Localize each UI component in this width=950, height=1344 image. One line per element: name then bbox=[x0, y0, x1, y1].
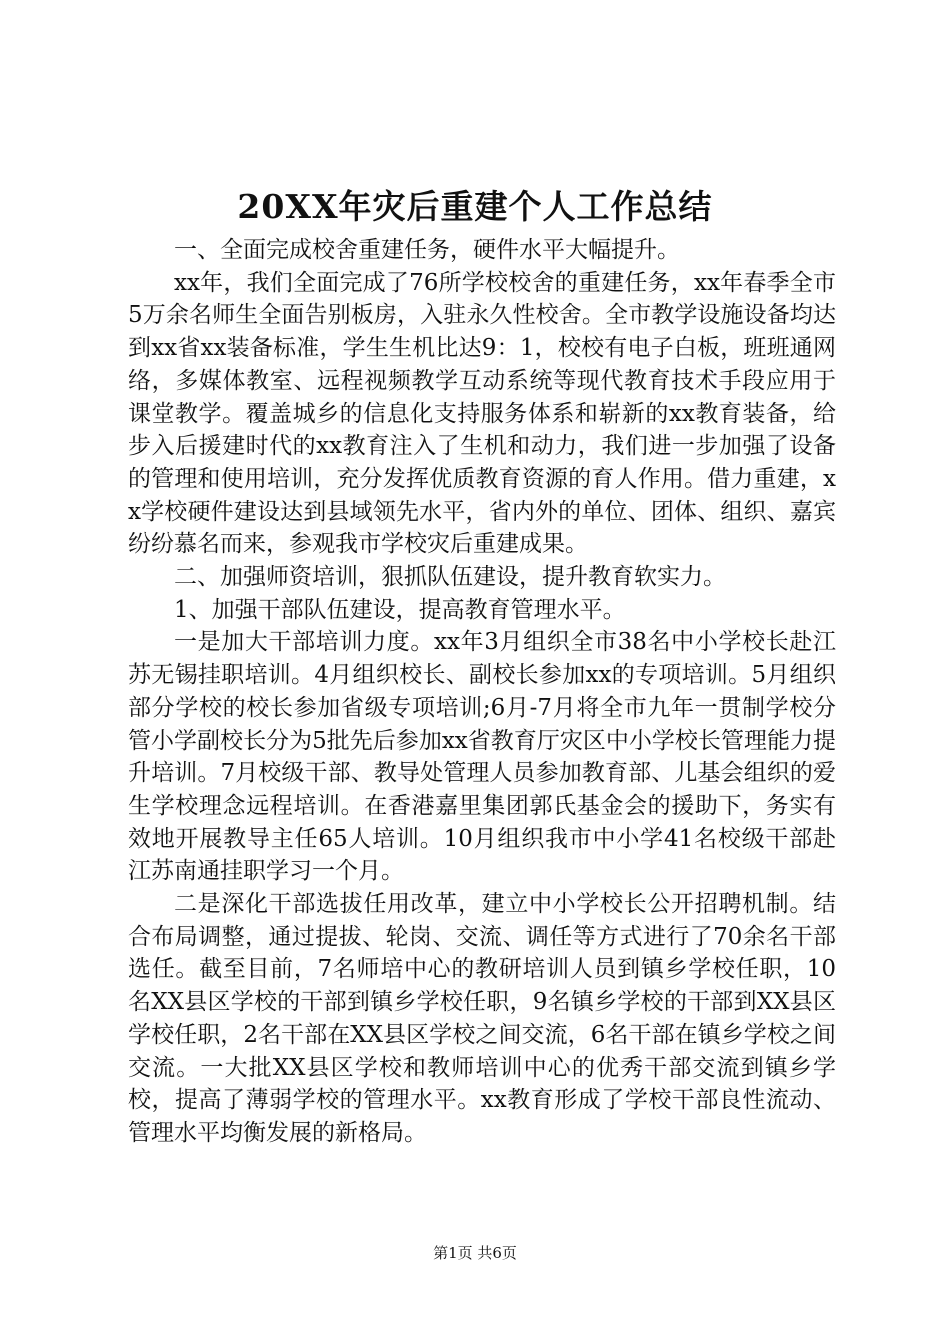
page-number-footer: 第1页 共6页 bbox=[433, 1244, 517, 1262]
document-title: 20XX年灾后重建个人工作总结 bbox=[237, 187, 713, 226]
document-body bbox=[128, 234, 836, 1150]
body-paragraph: 一是加大干部培训力度。xx年3月组织全市38名中小学校长赴江苏无锡挂职培训。4月组织校长、副校长参加xx的专项培训。5月组织部分学校的校长参加省级专项培训;6月-7月将全市九年一贯制学校分管小学副校长分为5批先后参加xx省教育厅灾区中小学校长管理能力提升培训。7月校级干部、教导处管理人员参加教育部、儿基会组织的爱生学校理念远程培训。在香港嘉里集团郭氏基金会的援助下，务实有效地开展教导主任65人培训。10月组织我市中小学41名校级干部赴江苏南通挂职学习一个月。 bbox=[128, 629, 836, 885]
section-heading-2: 二、加强师资培训，狠抓队伍建设，提升教育软实力。 bbox=[174, 564, 726, 591]
body-paragraph: 二是深化干部选拔任用改革，建立中小学校长公开招聘机制。结合布局调整，通过提拔、轮岗、交流、调任等方式进行了70余名干部选任。截至目前，7名师培中心的教研培训人员到镇乡学校任职，10名XX县区学校的干部到镇乡学校任职，9名镇乡学校的干部到XX县区学校任职，2名干部在XX县区学校之间交流，6名干部在镇乡学校之间交流。一大批XX县区学校和教师培训中心的优秀干部交流到镇乡学校，提高了薄弱学校的管理水平。xx教育形成了学校干部良性流动、管理水平均衡发展的新格局。 bbox=[128, 891, 836, 1146]
body-paragraph: xx年，我们全面完成了76所学校校舍的重建任务，xx年春季全市5万余名师生全面告别板房，入驻永久性校舍。全市教学设施设备均达到xx省xx装备标准，学生生机比达9：1，校校有电子白板，班班通网络，多媒体教室、远程视频教学互动系统等现代教育技术手段应用于课堂教学。覆盖城乡的信息化支持服务体系和崭新的xx教育装备，给步入后援建时代的xx教育注入了生机和动力，我们进一步加强了设备的管理和使用培训，充分发挥优质教育资源的育人作用。借力重建，xx学校硬件建设达到县域领先水平，省内外的单位、团体、组织、嘉宾纷纷慕名而来，参观我市学校灾后重建成果。 bbox=[128, 269, 836, 558]
section-heading-1: 一、全面完成校舍重建任务，硬件水平大幅提升。 bbox=[174, 237, 680, 263]
subsection-heading-1: 1、加强干部队伍建设，提高教育管理水平。 bbox=[174, 596, 626, 623]
